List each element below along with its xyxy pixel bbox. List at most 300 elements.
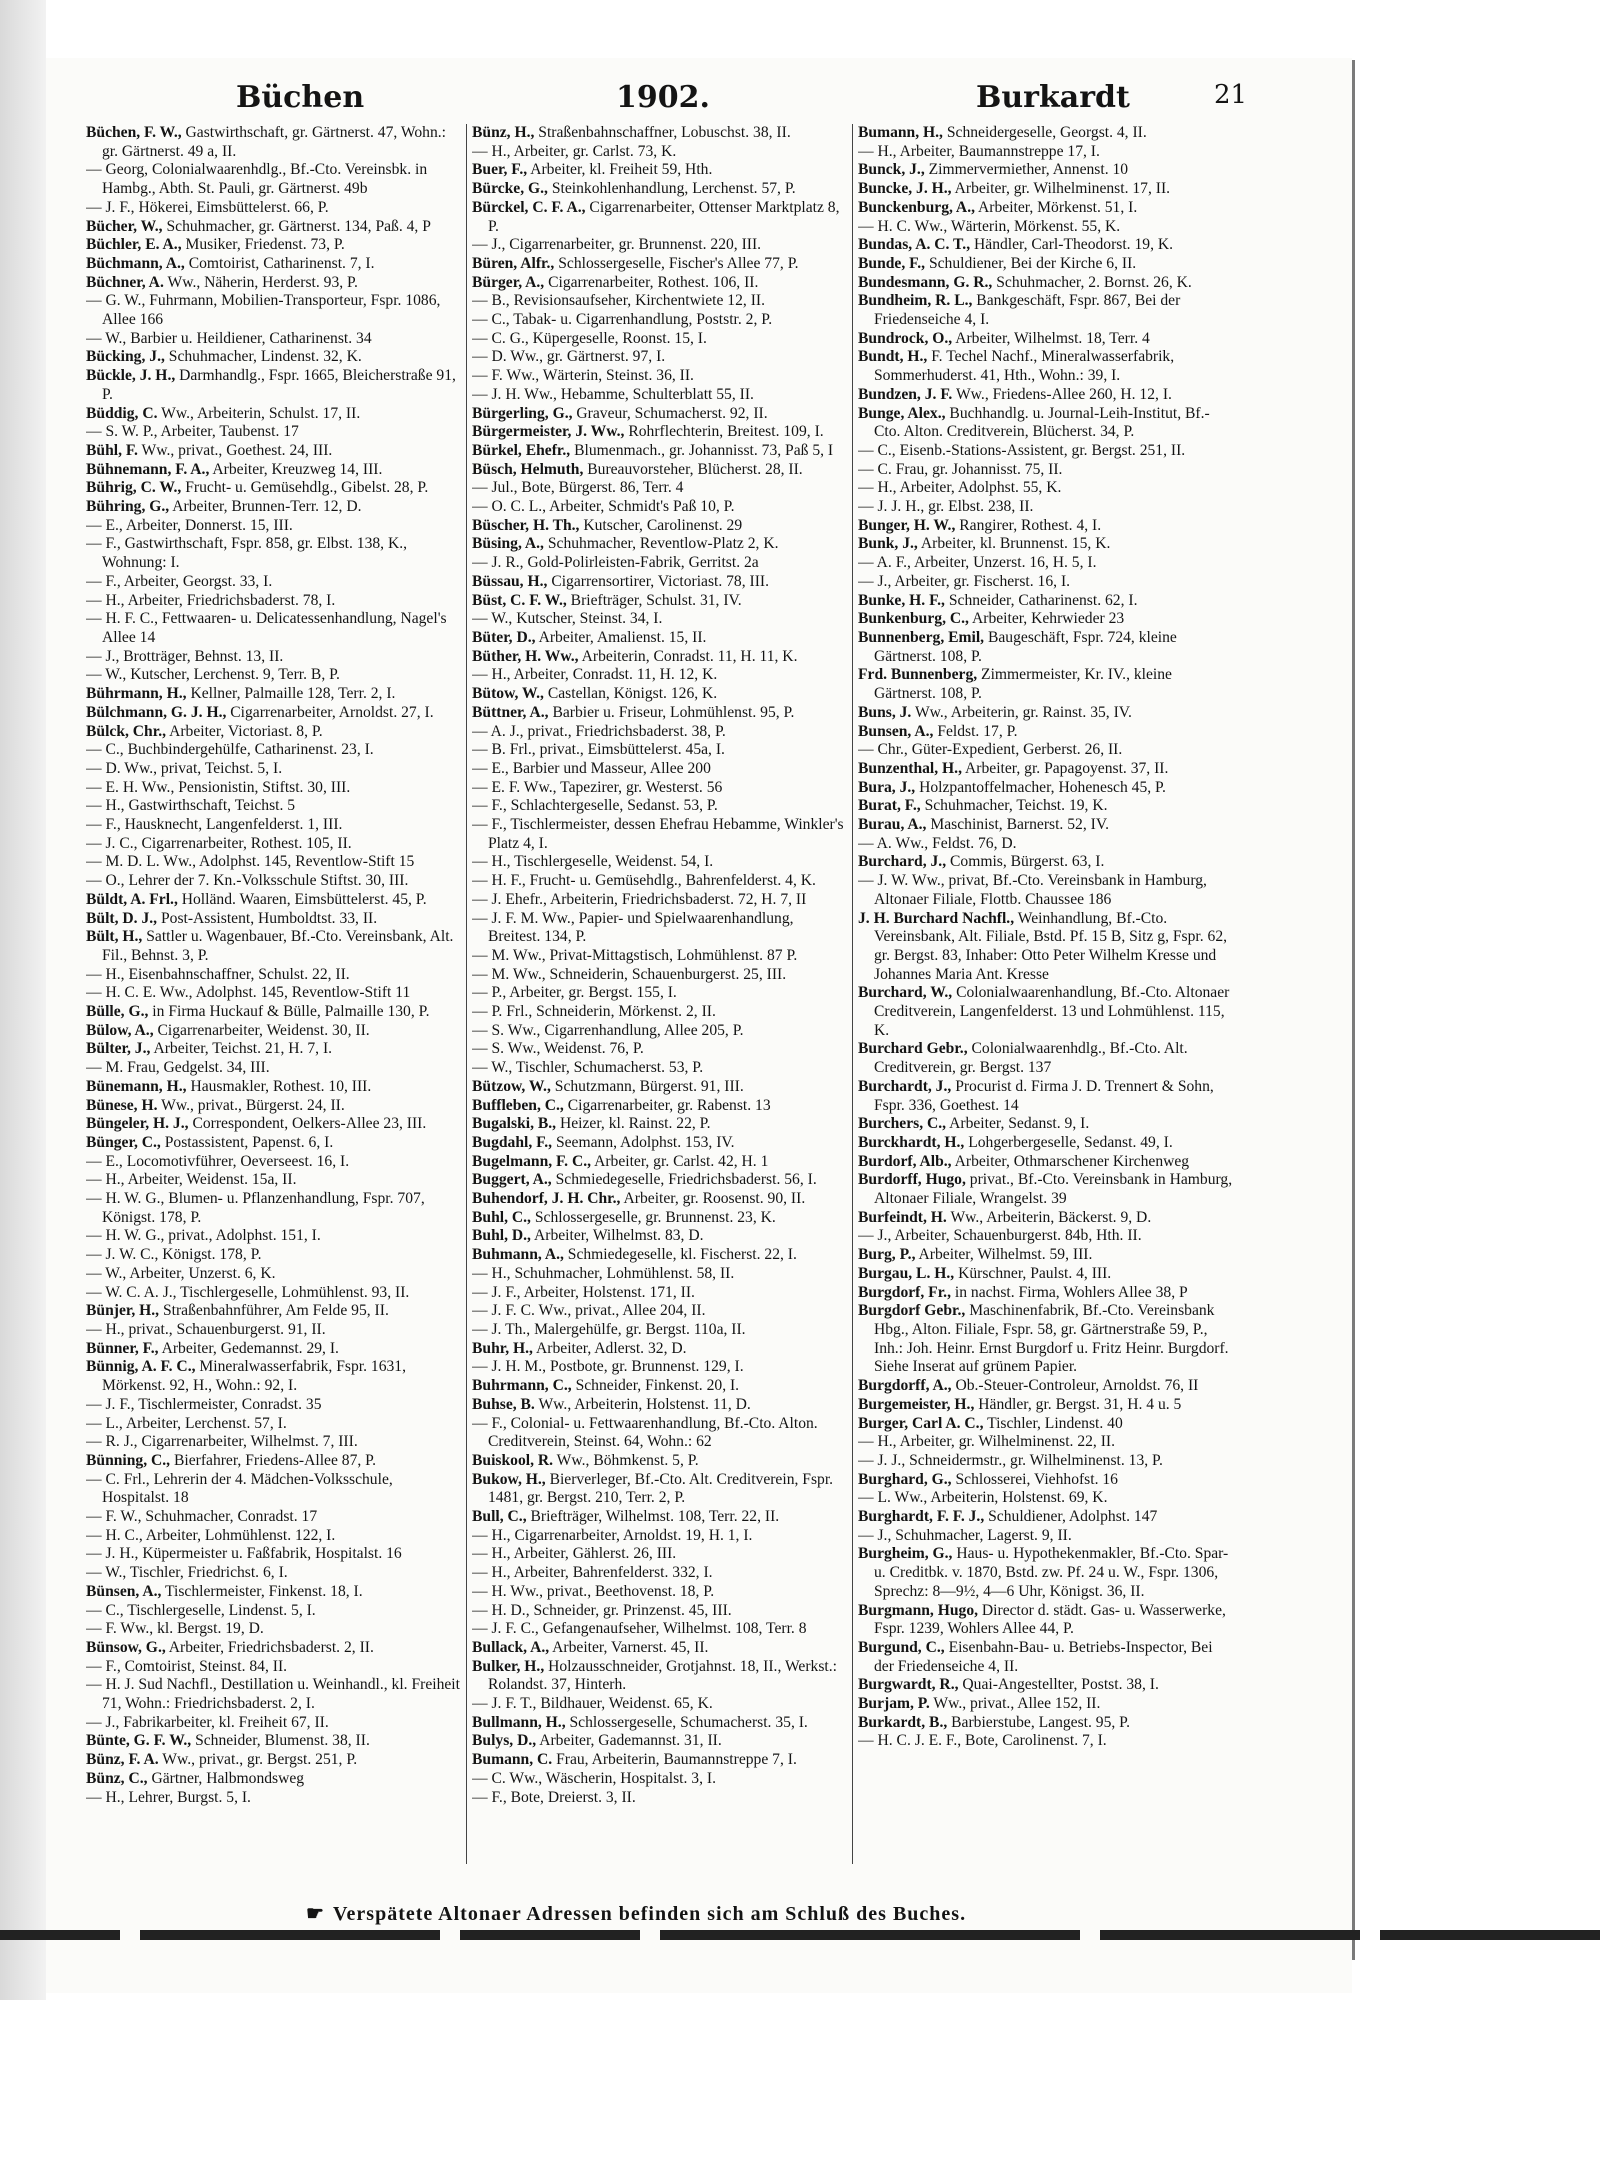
- directory-entry: [472, 1190, 847, 1209]
- directory-entry: [472, 405, 847, 424]
- entry-details: Comtoirist, Catharinenst. 7, I.: [188, 254, 375, 272]
- entry-surname: Bünsen, A.,: [86, 1582, 162, 1600]
- entry-details: — H. C., Arbeiter, Lohmühlenst. 122, I.: [86, 1526, 336, 1544]
- entry-details: — J. F. C. Ww., privat., Allee 204, II.: [472, 1302, 706, 1320]
- directory-entry: [86, 928, 461, 965]
- entry-details: Schuldiener, Adolphst. 147: [988, 1508, 1158, 1526]
- directory-entry: [86, 1583, 461, 1602]
- directory-entry: [86, 1676, 461, 1713]
- entry-surname: Büssau, H.,: [472, 572, 548, 590]
- entry-surname: Bunnenberg, Emil,: [858, 628, 985, 646]
- entry-surname: Büren, Alfr.,: [472, 254, 555, 272]
- directory-entry: [858, 498, 1233, 517]
- entry-details: Schuldiener, Bei der Kirche 6, II.: [928, 254, 1137, 272]
- directory-entry: [86, 853, 461, 872]
- directory-entry: [472, 1602, 847, 1621]
- entry-surname: Burchard, W.,: [858, 984, 953, 1002]
- directory-entry: [472, 517, 847, 536]
- entry-surname: Büldt, A. Frl.,: [86, 890, 178, 908]
- entry-details: — H. Ww., privat., Beethovenst. 18, P.: [472, 1582, 715, 1600]
- directory-entry: [472, 180, 847, 199]
- directory-entry: [858, 1527, 1233, 1546]
- entry-surname: Büngeler, H. J.,: [86, 1115, 189, 1133]
- directory-entry: [472, 1527, 847, 1546]
- entry-details: Blumenmach., gr. Johannisst. 73, Paß 5, I: [574, 441, 834, 459]
- directory-entry: [858, 1639, 1233, 1676]
- entry-details: Darmhandlg., Fspr. 1665, Bleicherstraße 91, P.: [102, 367, 456, 403]
- entry-details: privat., Bf.-Cto. Vereinsbank in Hamburg, Altonaer Filiale, Wrangelst. 39: [874, 1171, 1233, 1208]
- header-last-entry: Burkardt: [976, 80, 1130, 115]
- entry-surname: Bunkenburg, C.,: [858, 610, 969, 628]
- entry-details: Ww., Arbeiterin, gr. Rainst. 35, IV.: [914, 703, 1132, 721]
- directory-entry: [472, 274, 847, 293]
- entry-surname: Buggert, A.,: [472, 1171, 552, 1189]
- entry-details: — J. F. M. Ww., Papier- und Spielwaarenhandlung, Breitest. 134, P.: [472, 909, 794, 946]
- directory-entry: [86, 779, 461, 798]
- entry-details: Ww., Arbeiterin, Bäckerst. 9, D.: [950, 1208, 1152, 1226]
- entry-surname: Bumann, C.: [472, 1751, 553, 1769]
- directory-entry: [858, 161, 1233, 180]
- entry-details: — H., Arbeiter, gr. Carlst. 73, K.: [472, 142, 677, 160]
- directory-entry: [86, 479, 461, 498]
- entry-details: — D. Ww., privat, Teichst. 5, I.: [86, 759, 283, 777]
- directory-entry: [472, 1022, 847, 1041]
- directory-entry: [858, 1227, 1233, 1246]
- directory-entry: [86, 1302, 461, 1321]
- directory-entry: [472, 255, 847, 274]
- entry-details: Arbeiter, gr. Papagoyenst. 37, II.: [965, 759, 1169, 777]
- entry-details: Ww., Friedens-Allee 260, H. 12, I.: [955, 385, 1172, 403]
- directory-entry: [472, 1040, 847, 1059]
- entry-details: — W., Tischler, Friedrichst. 6, I.: [86, 1564, 288, 1582]
- directory-entry: [86, 984, 461, 1003]
- entry-details: Arbeiter, Brunnen-Terr. 12, D.: [172, 498, 362, 516]
- entry-details: — W., Kutscher, Steinst. 34, I.: [472, 610, 663, 628]
- directory-entry: [86, 1452, 461, 1471]
- entry-details: — H., Arbeiter, Friedrichsbaderst. 78, I.: [86, 591, 336, 609]
- directory-entry: [472, 1770, 847, 1789]
- entry-details: Holzpantoffelmacher, Hohenesch 45, P.: [919, 778, 1166, 796]
- entry-surname: Burat, F.,: [858, 797, 921, 815]
- directory-entry: [858, 124, 1233, 143]
- directory-entry: [86, 1415, 461, 1434]
- directory-entry: [86, 1003, 461, 1022]
- directory-entry: [472, 461, 847, 480]
- directory-entry: [472, 1097, 847, 1116]
- entry-details: Weinhandlung, Bf.-Cto. Vereinsbank, Alt. Filiale, Bstd. Pf. 15 B, Sitz g, Fspr. 62, gr. Bergst. 83, Inhaber: Otto Peter Wilhelm Kresse und Johannes Maria Ant. Kresse: [874, 909, 1228, 983]
- entry-details: — H., Arbeiter, Weidenst. 15a, II.: [86, 1171, 297, 1189]
- entry-details: — C., Tischlergeselle, Lindenst. 5, I.: [86, 1601, 316, 1619]
- entry-details: Buchhandlg. u. Journal-Leih-Institut, Bf.-Cto. Alton. Creditverein, Blücherst. 34, P.: [874, 404, 1210, 441]
- directory-entry: [472, 1452, 847, 1471]
- directory-entry: [858, 461, 1233, 480]
- entry-details: — S. W. P., Arbeiter, Taubenst. 17: [86, 423, 299, 441]
- directory-entry: [86, 498, 461, 517]
- entry-surname: Büscher, H. Th.,: [472, 516, 580, 534]
- entry-details: — E., Arbeiter, Donnerst. 15, III.: [86, 516, 293, 534]
- entry-surname: Bunke, H. F.,: [858, 591, 945, 609]
- entry-details: Ww., Böhmkenst. 5, P.: [556, 1451, 699, 1469]
- entry-surname: Bült, D. J.,: [86, 909, 158, 927]
- directory-entry: [86, 723, 461, 742]
- entry-details: — E. F. Ww., Tapezirer, gr. Westerst. 56: [472, 778, 723, 796]
- directory-entry: [472, 161, 847, 180]
- entry-details: Cigarrenarbeiter, gr. Rabenst. 13: [567, 1096, 771, 1114]
- entry-details: Heizer, kl. Rainst. 22, P.: [559, 1115, 711, 1133]
- entry-surname: Bulys, D.,: [472, 1732, 537, 1750]
- directory-entry: [86, 1171, 461, 1190]
- directory-entry: [86, 292, 461, 329]
- directory-entry: [858, 1265, 1233, 1284]
- directory-entry: [858, 1246, 1233, 1265]
- entry-details: Director d. städt. Gas- u. Wasserwerke, Fspr. 1239, Wohlers Allee 44, P.: [874, 1601, 1226, 1638]
- directory-entry: [858, 1415, 1233, 1434]
- entry-details: Bierfahrer, Friedens-Allee 87, P.: [173, 1451, 377, 1469]
- directory-entry: [86, 891, 461, 910]
- directory-entry: [858, 535, 1233, 554]
- entry-details: — R. J., Cigarrenarbeiter, Wilhelmst. 7, III.: [86, 1433, 358, 1451]
- entry-surname: Burckhardt, H.,: [858, 1133, 965, 1151]
- entry-details: Maschinist, Barnerst. 52, IV.: [930, 816, 1109, 834]
- entry-details: Schuhmacher, Lindenst. 32, K.: [168, 348, 362, 366]
- entry-details: — F., Arbeiter, Georgst. 33, I.: [86, 572, 273, 590]
- entry-details: — F. Ww., Wärterin, Steinst. 36, II.: [472, 367, 694, 385]
- directory-entry: [858, 1115, 1233, 1134]
- entry-surname: Büchen, F. W.,: [86, 124, 182, 141]
- directory-entry: [472, 853, 847, 872]
- entry-details: Arbeiter, Wilhelmst. 59, III.: [918, 1246, 1093, 1264]
- entry-surname: Bumann, H.,: [858, 124, 943, 141]
- page-edge: [1352, 60, 1355, 1960]
- entry-details: Ww., privat., Bürgerst. 24, II.: [161, 1096, 345, 1114]
- entry-details: — F., Tischlermeister, dessen Ehefrau Hebamme, Winkler's Platz 4, I.: [472, 816, 844, 852]
- directory-entry: [472, 779, 847, 798]
- directory-entry: [86, 1134, 461, 1153]
- directory-entry: [858, 405, 1233, 442]
- entry-details: Händler, gr. Bergst. 31, H. 4 u. 5: [978, 1395, 1182, 1413]
- entry-details: Briefträger, Schulst. 31, IV.: [570, 591, 742, 609]
- entry-details: Frau, Arbeiterin, Baumannstreppe 7, I.: [556, 1751, 797, 1769]
- directory-entry: [86, 610, 461, 647]
- entry-details: — M. Frau, Gedgelst. 34, III.: [86, 1059, 270, 1077]
- entry-details: — H. F., Frucht- u. Gemüsehdlg., Bahrenfelderst. 4, K.: [472, 872, 816, 890]
- entry-details: in nachst. Firma, Wohlers Allee 38, P: [954, 1283, 1188, 1301]
- directory-entry: [86, 1770, 461, 1789]
- entry-details: Schlossergeselle, Fischer's Allee 77, P.: [558, 254, 799, 272]
- entry-details: — J., Schuhmacher, Lagerst. 9, II.: [858, 1526, 1072, 1544]
- directory-entry: [858, 1714, 1233, 1733]
- entry-details: — F., Colonial- u. Fettwaarenhandlung, Bf.-Cto. Alton. Creditverein, Steinst. 64, Wohn.: 62: [472, 1414, 818, 1451]
- directory-entry: [472, 1265, 847, 1284]
- entry-details: Bureauvorsteher, Blücherst. 28, II.: [587, 460, 803, 478]
- directory-entry: [86, 592, 461, 611]
- entry-details: Tischlermeister, Finkenst. 18, I.: [165, 1582, 363, 1600]
- entry-details: — J. H. Ww., Hebamme, Schulterblatt 55, II.: [472, 385, 754, 403]
- directory-entry: [858, 1602, 1233, 1639]
- entry-surname: Bundt, H.,: [858, 348, 928, 366]
- directory-entry: [858, 1040, 1233, 1077]
- entry-surname: Bunger, H. W.,: [858, 516, 956, 534]
- directory-entry: [86, 1396, 461, 1415]
- directory-entry: [472, 1246, 847, 1265]
- directory-entry: [472, 648, 847, 667]
- directory-entry: [858, 1452, 1233, 1471]
- entry-details: Kellner, Palmaille 128, Terr. 2, I.: [190, 685, 396, 703]
- entry-details: Postassistent, Papenst. 6, I.: [164, 1133, 334, 1151]
- directory-entry: [472, 610, 847, 629]
- entry-details: — C., Buchbindergehülfe, Catharinenst. 23, I.: [86, 741, 374, 759]
- entry-details: — O. C. L., Arbeiter, Schmidt's Paß 10, P.: [472, 498, 735, 516]
- entry-details: Ww., Näherin, Herderst. 93, P.: [167, 273, 358, 291]
- directory-entry: [472, 143, 847, 162]
- entry-details: — L., Arbeiter, Lerchenst. 57, I.: [86, 1414, 287, 1432]
- entry-details: — B. Frl., privat., Eimsbüttelerst. 45a, I.: [472, 741, 725, 759]
- entry-details: in Firma Huckauf & Bülle, Palmaille 130, P.: [152, 1003, 430, 1021]
- directory-entry: [86, 1190, 461, 1227]
- directory-entry: [472, 1639, 847, 1658]
- directory-entry: [858, 816, 1233, 835]
- entry-surname: Frd. Bunnenberg,: [858, 666, 978, 684]
- directory-entry: [858, 348, 1233, 385]
- directory-entry: [86, 1545, 461, 1564]
- entry-details: — J. W. Ww., privat, Bf.-Cto. Vereinsbank in Hamburg, Altonaer Filiale, Flottb. Chaussee 186: [858, 872, 1207, 908]
- entry-details: — H., Arbeiter, Baumannstreppe 17, I.: [858, 142, 1100, 160]
- directory-entry: [472, 1583, 847, 1602]
- directory-entry: [86, 442, 461, 461]
- directory-entry: [472, 124, 847, 143]
- entry-details: — E. H. Ww., Pensionistin, Stiftst. 30, III.: [86, 778, 351, 796]
- entry-details: — F., Hausknecht, Langenfelderst. 1, III.: [86, 816, 343, 834]
- entry-details: Arbeiter, Othmarschener Kirchenweg: [954, 1152, 1190, 1170]
- directory-entry: [86, 405, 461, 424]
- entry-details: Schneider, Catharinenst. 62, I.: [948, 591, 1138, 609]
- directory-entry: [858, 610, 1233, 629]
- entry-details: Arbeiter, Teichst. 21, H. 7, I.: [153, 1040, 333, 1058]
- entry-surname: Bünz, C.,: [86, 1769, 148, 1787]
- directory-entry: [858, 1209, 1233, 1228]
- directory-entry: [86, 1527, 461, 1546]
- entry-surname: Bühnemann, F. A.,: [86, 460, 210, 478]
- entry-surname: Bünz, H.,: [472, 124, 535, 141]
- entry-surname: Bundesmann, G. R.,: [858, 273, 993, 291]
- entry-surname: Burgund, C.,: [858, 1638, 945, 1656]
- directory-entry: [86, 1115, 461, 1134]
- entry-surname: Bückle, J. H.,: [86, 367, 176, 385]
- directory-entry: [472, 1471, 847, 1508]
- entry-surname: Bukow, H.,: [472, 1470, 546, 1488]
- entry-details: — J. F. C., Gefangenaufseher, Wilhelmst. 108, Terr. 8: [472, 1620, 807, 1638]
- entry-details: Procurist d. Firma J. D. Trennert & Sohn, Fspr. 336, Goethest. 14: [874, 1077, 1214, 1114]
- entry-details: — M. D. L. Ww., Adolphst. 145, Reventlow-Stift 15: [86, 853, 415, 871]
- entry-details: Kürschner, Paulst. 4, III.: [958, 1264, 1112, 1282]
- directory-entry: [858, 592, 1233, 611]
- entry-details: Arbeiter, Victoriast. 8, P.: [169, 722, 323, 740]
- directory-entry: [86, 348, 461, 367]
- directory-entry: [86, 1620, 461, 1639]
- entry-details: — C. G., Küpergeselle, Roonst. 15, I.: [472, 329, 707, 347]
- entry-details: Straßenbahnführer, Am Felde 95, II.: [162, 1302, 389, 1320]
- directory-entry: [472, 1209, 847, 1228]
- entry-surname: Büsing, A.,: [472, 535, 544, 553]
- entry-details: — J. F., Arbeiter, Holstenst. 171, II.: [472, 1283, 695, 1301]
- directory-entry: [472, 1171, 847, 1190]
- entry-details: Arbeiter, gr. Wilhelminenst. 17, II.: [954, 180, 1171, 198]
- directory-entry: [472, 1284, 847, 1303]
- page-header: [46, 80, 1352, 128]
- directory-entry: [858, 554, 1233, 573]
- entry-details: Colonialwaarenhdlg., Bf.-Cto. Alt. Creditverein, gr. Bergst. 137: [874, 1040, 1188, 1077]
- entry-details: — J. C., Cigarrenarbeiter, Rothest. 105, II.: [86, 834, 352, 852]
- directory-entry: [86, 1358, 461, 1395]
- entry-details: — M. Ww., Schneiderin, Schauenburgerst. 25, III.: [472, 965, 787, 983]
- entry-details: Schneidergeselle, Georgst. 4, II.: [946, 124, 1147, 141]
- entry-details: Schlosserei, Viehhofst. 16: [955, 1470, 1118, 1488]
- column-2: [472, 124, 847, 1864]
- column-divider: [852, 124, 853, 1864]
- directory-entry: [86, 1040, 461, 1059]
- entry-details: — H., Eisenbahnschaffner, Schulst. 22, II.: [86, 965, 350, 983]
- entry-surname: Büter, D.,: [472, 628, 536, 646]
- entry-surname: Bunde, F.,: [858, 254, 926, 272]
- directory-entry: [86, 1153, 461, 1172]
- directory-entry: [86, 1246, 461, 1265]
- entry-surname: Buer, F.,: [472, 161, 528, 179]
- entry-surname: Buns, J.: [858, 703, 912, 721]
- entry-surname: Bülchmann, G. J. H.,: [86, 703, 227, 721]
- entry-details: Frucht- u. Gemüsehdlg., Gibelst. 28, P.: [185, 479, 429, 497]
- entry-details: — W. C. A. J., Tischlergeselle, Lohmühlenst. 93, II.: [86, 1283, 410, 1301]
- entry-details: — Georg, Colonialwaarenhdlg., Bf.-Cto. Vereinsbk. in Hambg., Abth. St. Pauli, gr. Gärtnerst. 49b: [86, 161, 428, 198]
- directory-entry: [86, 461, 461, 480]
- entry-details: — H. C. E. Ww., Adolphst. 145, Reventlow-Stift 11: [86, 984, 411, 1002]
- directory-entry: [472, 1789, 847, 1808]
- entry-details: — F., Schlachtergeselle, Sedanst. 53, P.: [472, 797, 718, 815]
- directory-entry: [86, 835, 461, 854]
- entry-surname: Bünger, C.,: [86, 1133, 161, 1151]
- directory-entry: [858, 984, 1233, 1040]
- entry-details: Arbeiterin, Conradst. 11, H. 11, K.: [581, 647, 798, 665]
- entry-details: — G. W., Fuhrmann, Mobilien-Transporteur, Fspr. 1086, Allee 166: [86, 292, 441, 329]
- directory-entry: [858, 1676, 1233, 1695]
- directory-entry: [472, 1358, 847, 1377]
- entry-surname: Burgdorff, A.,: [858, 1377, 952, 1395]
- directory-entry: [472, 816, 847, 853]
- entry-details: Eisenbahn-Bau- u. Betriebs-Inspector, Bei der Friedenseiche 4, II.: [874, 1638, 1213, 1675]
- directory-entry: [858, 1433, 1233, 1452]
- entry-details: — H., Arbeiter, Conradst. 11, H. 12, K.: [472, 666, 718, 684]
- entry-surname: Burdorf, Alb.,: [858, 1152, 952, 1170]
- entry-details: Arbeiter, gr. Roosenst. 90, II.: [623, 1190, 806, 1208]
- directory-entry: [858, 1489, 1233, 1508]
- entry-details: Seemann, Adolphst. 153, IV.: [555, 1133, 735, 1151]
- entry-surname: Bült, H.,: [86, 928, 143, 946]
- entry-surname: Burjam, P.: [858, 1695, 930, 1713]
- directory-entry: [472, 1059, 847, 1078]
- entry-details: Zimmermeister, Kr. IV., kleine Gärtnerst. 108, P.: [874, 666, 1172, 703]
- entry-details: Arbeiter, kl. Brunnenst. 15, K.: [920, 535, 1111, 553]
- entry-surname: Bünsow, G.,: [86, 1638, 166, 1656]
- entry-details: Barbier u. Friseur, Lohmühlenst. 95, P.: [552, 703, 795, 721]
- entry-surname: Burchard Gebr.,: [858, 1040, 968, 1058]
- entry-details: Haus- u. Hypothekenmakler, Bf.-Cto. Spar- u. Creditbk. v. 1870, Bstd. zw. Pf. 24 u. W., Fspr. 1306, Sprechz: 8—9½, 4—6 Uhr, Königst. 36, II.: [874, 1545, 1229, 1600]
- entry-surname: Bulker, H.,: [472, 1657, 545, 1675]
- directory-entry: [472, 910, 847, 947]
- entry-details: — A. F., Arbeiter, Unzerst. 16, H. 5, I.: [858, 554, 1097, 572]
- entry-details: — W., Arbeiter, Unzerst. 6, K.: [86, 1264, 276, 1282]
- entry-surname: Bullmann, H.,: [472, 1713, 566, 1731]
- entry-details: Holländ. Waaren, Eimsbüttelerst. 45, P.: [181, 890, 427, 908]
- entry-details: Cigarrenarbeiter, Arnoldst. 27, I.: [230, 703, 434, 721]
- entry-details: — H. F. C., Fettwaaren- u. Delicatessenhandlung, Nagel's Allee 14: [86, 610, 447, 646]
- entry-surname: Bunsen, A.,: [858, 722, 934, 740]
- directory-entry: [858, 760, 1233, 779]
- entry-details: Mineralwasserfabrik, Fspr. 1631, Mörkenst. 92, H., Wohn.: 92, I.: [102, 1358, 406, 1395]
- directory-entry: [472, 1227, 847, 1246]
- directory-entry: [858, 835, 1233, 854]
- entry-details: — J. W. C., Königst. 178, P.: [86, 1246, 262, 1264]
- directory-entry: [472, 629, 847, 648]
- entry-details: — J., Arbeiter, Schauenburgerst. 84b, Hth. II.: [858, 1227, 1142, 1245]
- directory-entry: [472, 554, 847, 573]
- directory-entry: [858, 1284, 1233, 1303]
- entry-surname: Burchers, C.,: [858, 1115, 947, 1133]
- entry-details: Baugeschäft, Fspr. 724, kleine Gärtnerst. 108, P.: [874, 628, 1177, 665]
- entry-details: — B., Revisionsaufseher, Kirchentwiete 12, II.: [472, 292, 765, 310]
- entry-details: — J. H. M., Postbote, gr. Brunnenst. 129, I.: [472, 1358, 744, 1376]
- entry-details: Schuhmacher, gr. Gärtnerst. 134, Paß. 4, P: [166, 217, 431, 235]
- entry-details: Arbeiter, Amalienst. 15, II.: [538, 628, 707, 646]
- entry-details: Ww., privat., gr. Bergst. 251, P.: [162, 1751, 358, 1769]
- entry-details: — H. D., Schneider, gr. Prinzenst. 45, III.: [472, 1601, 732, 1619]
- entry-surname: Buhse, B.: [472, 1395, 535, 1413]
- directory-entry: [86, 1789, 461, 1808]
- entry-surname: Buhmann, A.,: [472, 1246, 564, 1264]
- entry-surname: Bücher, W.,: [86, 217, 163, 235]
- directory-entry: [858, 1508, 1233, 1527]
- directory-entry: [858, 255, 1233, 274]
- directory-entry: [858, 1302, 1233, 1377]
- entry-details: Arbeiter, Adlerst. 32, D.: [536, 1339, 687, 1357]
- directory-entry: [86, 236, 461, 255]
- entry-details: — J. F., Hökerei, Eimsbüttelerst. 66, P.: [86, 198, 329, 216]
- entry-details: Rangirer, Rothest. 4, I.: [959, 516, 1102, 534]
- entry-surname: Bürgermeister, J. Ww.,: [472, 423, 625, 441]
- entry-details: Arbeiter, Friedrichsbaderst. 2, II.: [168, 1638, 374, 1656]
- directory-entry: [86, 966, 461, 985]
- entry-details: — C., Eisenb.-Stations-Assistent, gr. Bergst. 251, II.: [858, 441, 1186, 459]
- directory-entry: [86, 1508, 461, 1527]
- directory-entry: [86, 330, 461, 349]
- entry-details: — H., Arbeiter, gr. Wilhelminenst. 22, II.: [858, 1433, 1116, 1451]
- column-3: [858, 124, 1233, 1864]
- directory-entry: [858, 629, 1233, 666]
- directory-entry: [858, 1732, 1233, 1751]
- directory-entry: [86, 1227, 461, 1246]
- entry-details: — A. Ww., Feldst. 76, D.: [858, 834, 1017, 852]
- directory-entry: [86, 1433, 461, 1452]
- directory-entry: [472, 199, 847, 236]
- column-divider: [466, 124, 467, 1864]
- directory-entry: [472, 348, 847, 367]
- entry-details: — Chr., Güter-Expedient, Gerberst. 26, II.: [858, 741, 1123, 759]
- entry-details: — H. W. G., privat., Adolphst. 151, I.: [86, 1227, 321, 1245]
- directory-entry: [858, 236, 1233, 255]
- entry-surname: Burghard, G.,: [858, 1470, 952, 1488]
- entry-surname: Burgwardt, R.,: [858, 1676, 959, 1694]
- entry-surname: Buncke, J. H.,: [858, 180, 952, 198]
- entry-details: Arbeiter, Varnerst. 45, II.: [552, 1638, 709, 1656]
- directory-entry: [86, 1639, 461, 1658]
